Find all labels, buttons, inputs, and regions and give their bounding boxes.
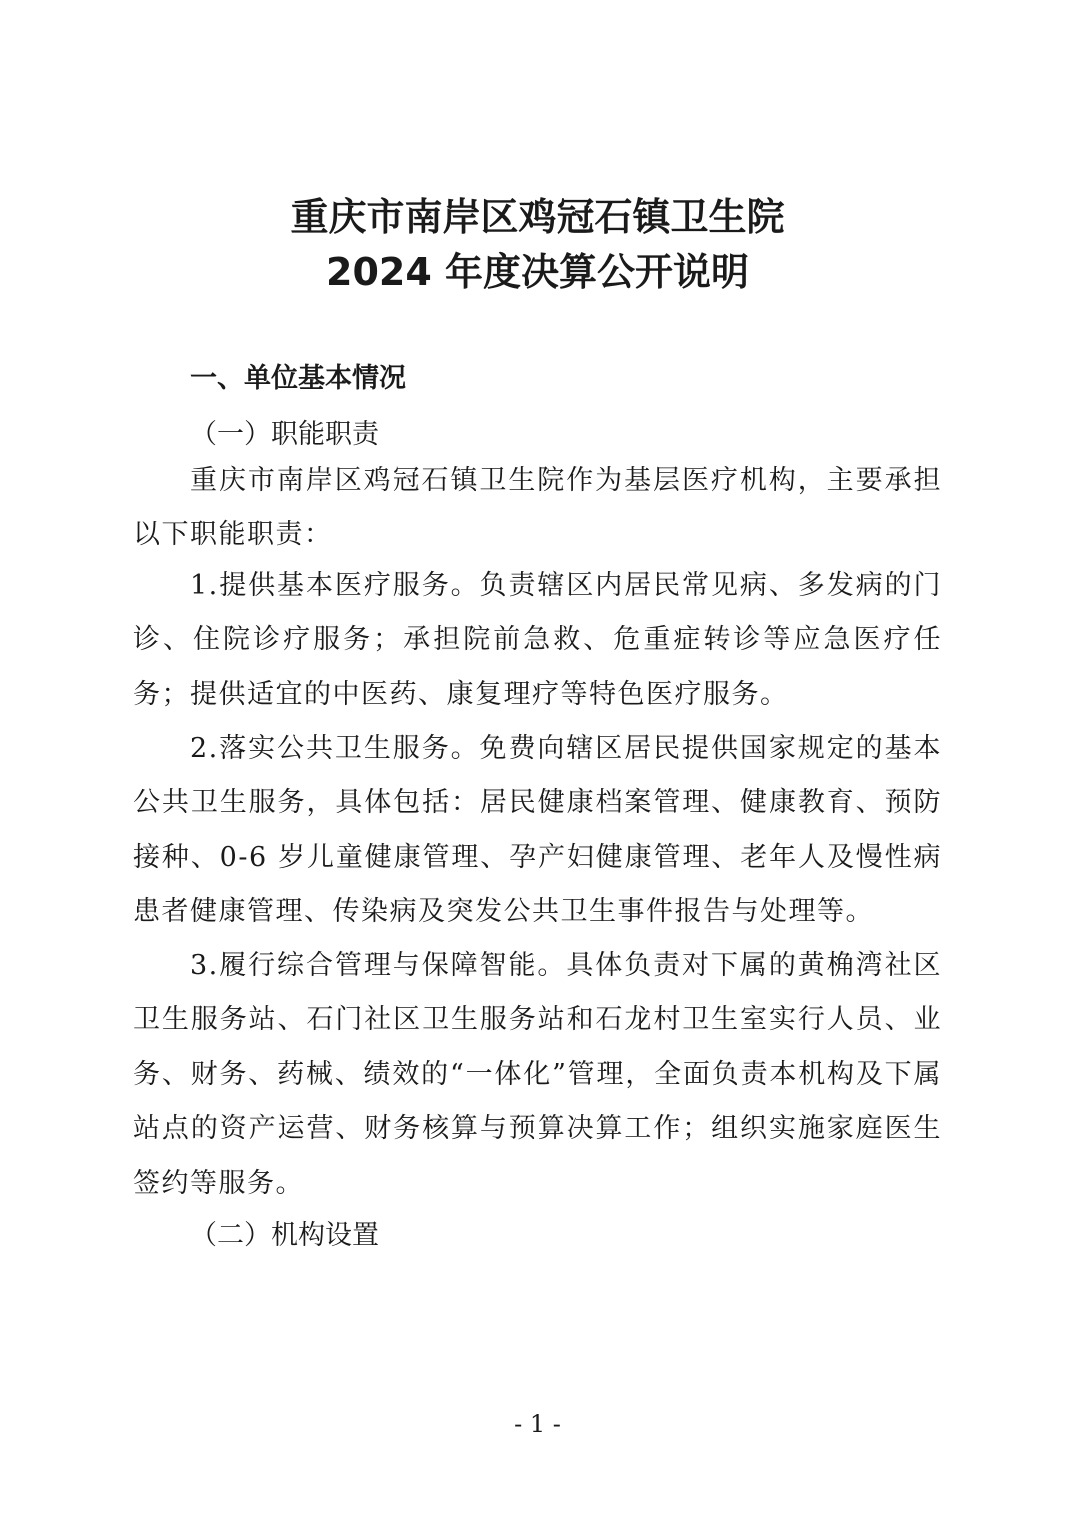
function-item-2: 2.落实公共卫生服务。免费向辖区居民提供国家规定的基本公共卫生服务，具体包括：居民健康档案管理、健康教育、预防接种、0-6 岁儿童健康管理、孕产妇健康管理、老年人及慢性病患者健康管理、传染病及突发公共卫生事件报告与处理等。 [133,733,942,928]
function-item-3: 3.履行综合管理与保障智能。具体负责对下属的黄桷湾社区卫生服务站、石门社区卫生服务站和石龙村卫生室实行人员、业务、财务、药械、绩效的“一体化”管理，全面负责本机构及下属站点的资产运营、财务核算与预算决算工作；组织实施家庭医生签约等服务。 [133,950,942,1199]
document-title-line-1: 重庆市南岸区鸡冠石镇卫生院 [290,195,785,239]
function-item-1: 1.提供基本医疗服务。负责辖区内居民常见病、多发病的门诊、住院诊疗服务；承担院前急救、危重症转诊等应急医疗任务；提供适宜的中医药、康复理疗等特色医疗服务。 [133,570,942,710]
section-heading-unit-basic-info: 一、单位基本情况 [190,363,406,394]
subsection-heading-organization: （二）机构设置 [190,1220,379,1251]
page-number: - 1 - [514,1410,561,1438]
subsection-heading-functions: （一）职能职责 [190,419,379,450]
intro-paragraph: 重庆市南岸区鸡冠石镇卫生院作为基层医疗机构，主要承担以下职能职责： [133,465,942,551]
document-title-line-2: 2024 年度决算公开说明 [326,250,749,294]
